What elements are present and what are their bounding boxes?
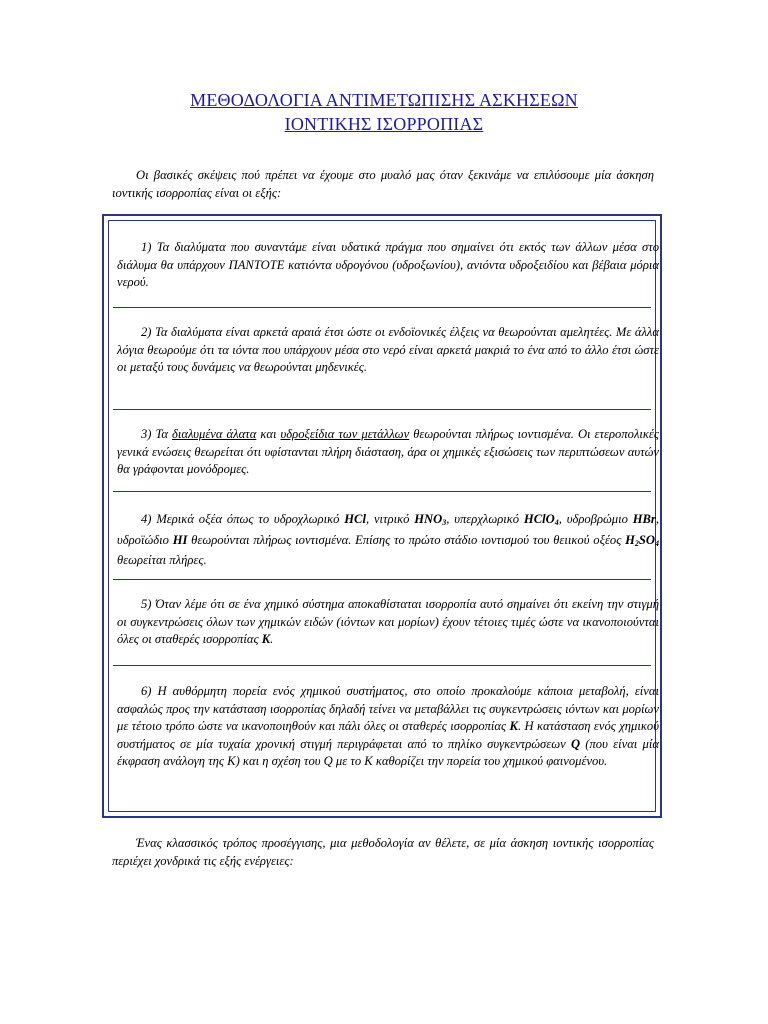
point-2: 2) Τα διαλύματα είναι αρκετά αραιά έτσι ώστε οι ενδοϊονικές έλξεις να θεωρούνται αμελητέες. Με άλλα λόγια θεωρούμε ότι τα ιόντα που υπάρχουν μέσα στο νερό είναι αρκετά μακριά το ένα από το άλλο έτσι ώστε οι μεταξύ τους δυνάμεις να θεωρούνται μηδενικές. — [117, 325, 659, 374]
point-1: 1) Τα διαλύματα που συναντάμε είναι υδατικά πράγμα που σημαίνει ότι εκτός των άλλων μέσα στο διάλυμα θα υπάρχουν ΠΑΝΤΟΤΕ κατιόντα υδρογόνου (υδροξωνίου), ανιόντα υδροξειδίου και βέβαια μόρια νερού. — [117, 240, 659, 289]
point-4-text: , νιτρικό — [365, 512, 415, 526]
formula-part: HNO — [414, 512, 443, 526]
point-3-underlined-salts: διαλυμένα άλατα — [172, 427, 257, 441]
formula-subscript: 4 — [655, 538, 660, 548]
divider — [113, 307, 651, 308]
point-6 — [117, 683, 659, 771]
point-3-text: θεωρούνται πλήρως ιοντισμένα. Οι ετεροπολικές γενικά ενώσεις θεωρείται ότι υφίστανται πλήρη διάσταση, άρα οι χημικές εξισώσεις των περιπτώσεων αυτών θα γράφονται μονόδρομες. — [117, 427, 660, 476]
divider — [113, 665, 651, 666]
key-points-inner-border — [108, 220, 660, 812]
symbol-q: Q — [570, 736, 581, 751]
formula-hi: HI — [172, 532, 188, 547]
point-4-text: , υδροβρώμιο — [558, 512, 633, 526]
point-4-text: , υπερχλωρικό — [446, 512, 524, 526]
point-3 — [117, 426, 659, 479]
point-4-text: , υδροϊώδιο — [117, 512, 659, 547]
formula-part: HClO — [523, 512, 555, 526]
formula-hclo4 — [524, 512, 559, 526]
divider — [113, 491, 651, 492]
page-title — [0, 88, 768, 136]
point-4-text: 4) Μερικά οξέα όπως το υδροχλωρικό — [141, 512, 345, 526]
title-line-2: ΙΟΝΤΙΚΗΣ ΙΣΟΡΡΟΠΙΑΣ — [284, 114, 484, 134]
formula-hbr: HBr — [632, 512, 656, 526]
divider — [113, 409, 651, 410]
formula-hno3 — [414, 512, 446, 526]
point-3-text: και — [256, 427, 281, 441]
key-points-frame — [102, 214, 662, 818]
formula-part: SO — [638, 532, 656, 547]
point-3-text: 3) Τα — [141, 427, 173, 441]
point-6-text: 6) Η αυθόρμητη πορεία ενός χημικού συστήματος, στο οποίο προκαλούμε κάποια μεταβολή, είναι ασφαλώς προς την κατάσταση ισορροπίας δηλαδή τείνει να μεταβάλλει τις συγκεντρώσεις ιόντων και μορίων με τέτοιο τρόπο ώστε να ικανοποιηθούν και πάλι όλες οι σταθερές ισορροπίας — [117, 684, 659, 733]
formula-subscript: 3 — [442, 518, 447, 527]
symbol-k: K — [509, 719, 518, 733]
point-5-text: . — [270, 632, 274, 646]
point-3-underlined-hydroxides: υδροξείδια των μετάλλων — [280, 427, 410, 441]
title-line-1: ΜΕΘΟΔΟΛΟΓΙΑ ΑΝΤΙΜΕΤΩΠΙΣΗΣ ΑΣΚΗΣΕΩΝ — [190, 90, 578, 110]
intro-paragraph: Οι βασικές σκέψεις πού πρέπει να έχουμε στο μυαλό μας όταν ξεκινάμε να επιλύσουμε μία άσκηση ιοντικής ισορροπίας είναι οι εξής: — [112, 168, 654, 200]
formula-h2so4 — [625, 533, 659, 547]
point-5 — [117, 596, 659, 649]
point-4-text: θεωρείται πλήρες. — [117, 553, 207, 567]
formula-subscript: 2 — [634, 538, 639, 548]
point-6-text: . Η κατάσταση ενός χημικού συστήματος σε μία τυχαία χρονική στιγμή περιγράφεται από το πηλίκο συγκεντρώσεων — [117, 719, 659, 751]
divider — [113, 579, 651, 580]
point-6-text: (που είναι μία έκφραση ανάλογη της Κ) και η σχέση του Q με το Κ καθορίζει την πορεία του χημικού φαινομένου. — [117, 736, 659, 768]
formula-hcl: HCl — [344, 512, 366, 526]
point-4 — [117, 511, 659, 570]
symbol-k: K — [261, 632, 271, 646]
formula-part: H — [625, 532, 635, 547]
point-5-text: 5) Όταν λέμε ότι σε ένα χημικό σύστημα αποκαθίσταται ισορροπία αυτό σημαίνει ότι εκείνη την στιγμή οι συγκεντρώσεις όλων των χημικών ειδών (ιόντων και μορίων) έχουν τέτοιες τιμές ώστε να ικανοποιούνται όλες οι σταθερές ισορροπίας — [117, 597, 659, 646]
outro-paragraph: Ένας κλασσικός τρόπος προσέγγισης, μια μεθοδολογία αν θέλετε, σε μία άσκηση ιοντικής ισορροπίας περιέχει χονδρικά τις εξής ενέργειες: — [112, 836, 654, 868]
point-4-text: θεωρούνται πλήρως ιοντισμένα. Επίσης το πρώτο στάδιο ιοντισμού του θειικού οξέος — [187, 532, 626, 547]
formula-subscript: 4 — [554, 518, 559, 527]
